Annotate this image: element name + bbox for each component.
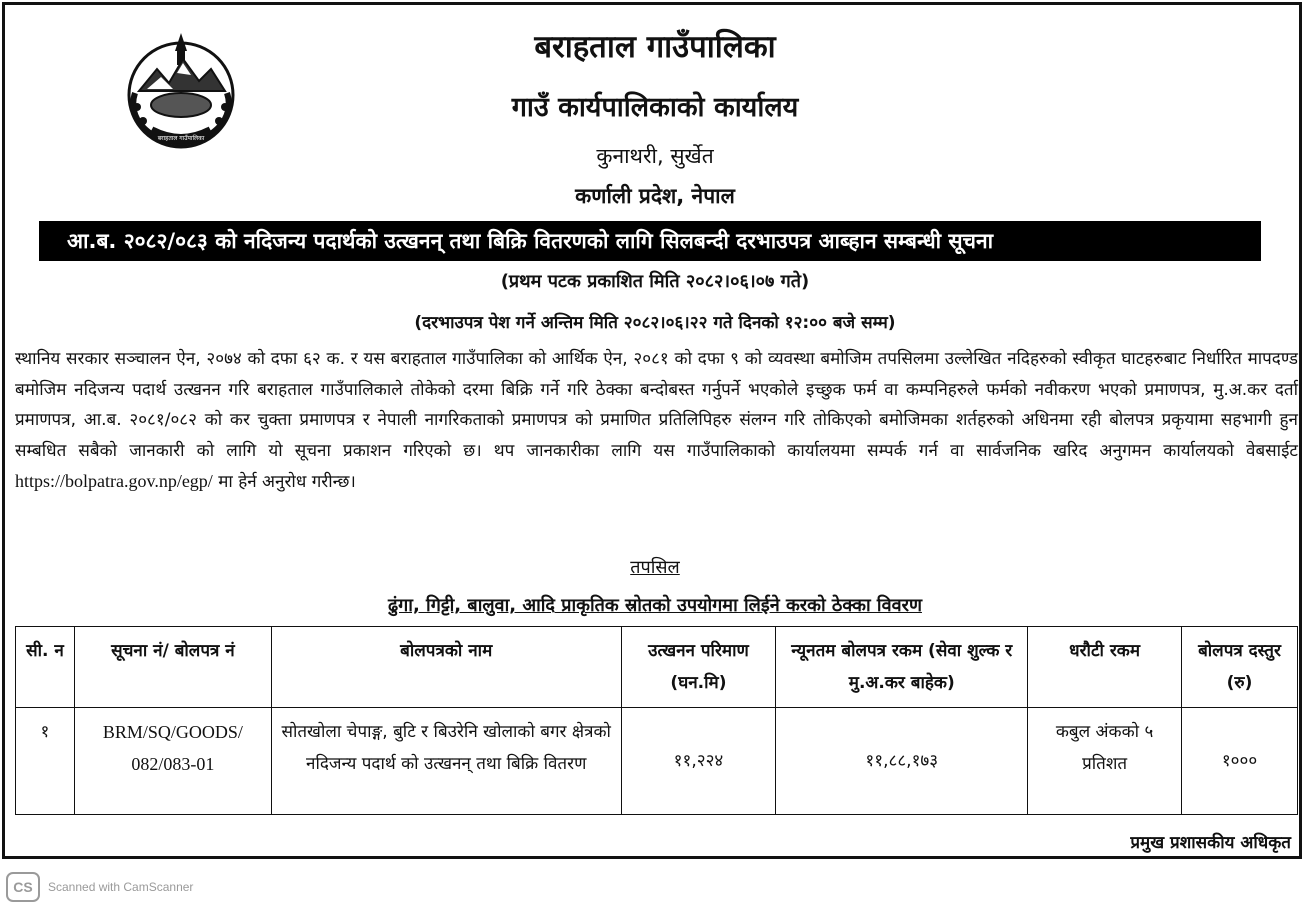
signatory-title: प्रमुख प्रशासकीय अधिकृत — [1130, 833, 1291, 853]
bid-details-table — [15, 626, 1298, 815]
municipality-name: बराहताल गाउँपालिका — [534, 29, 776, 65]
table-header-row — [16, 627, 1298, 708]
col-bid-name: बोलपत्रको नाम — [271, 627, 621, 708]
notice-document — [2, 2, 1302, 859]
col-bid-fee: बोलपत्र दस्तुर (रु) — [1182, 627, 1298, 708]
cell-minimum-bid-amount: ११,८८,१७३ — [776, 708, 1028, 815]
col-minimum-bid-amount: न्यूनतम बोलपत्र रकम (सेवा शुल्क र मु.अ.कर बाहेक) — [776, 627, 1028, 708]
province-line: कर्णाली प्रदेश, नेपाल — [575, 184, 735, 208]
camscanner-text: Scanned with CamScanner — [48, 880, 194, 894]
bolpatra-url-link[interactable]: https://bolpatra.gov.np/egp/ — [15, 471, 213, 492]
cell-deposit-amount: कबुल अंकको ५ प्रतिशत — [1028, 708, 1182, 815]
notice-body-text: स्थानिय सरकार सञ्चालन ऐन, २०७४ को दफा ६२ क. र यस बराहताल गाउँपालिका को आर्थिक ऐन, २०८१ को दफा ९ को व्यवस्था बमोजिम तपसिलमा उल्लेखित नदिहरुको स्वीकृत घाटहरुबाट निर्धारित मापदण्ड बमोजिम नदिजन्य पदार्थ उत्खनन गरि बराहताल गाउँपालिकाले तोकेको दरमा बिक्रि गर्ने गरि ठेक्का बन्दोबस्त गर्नुपर्ने भएकोले इच्छुक फर्म वा कम्पनिहरुले फर्मको नवीकरण भएको प्रमाणपत्र, मु.अ.कर दर्ता प्रमाणपत्र, आ.ब. २०८१/०८२ को कर चुक्ता प्रमाणपत्र र नेपाली नागरिकताको प्रमाणपत्र को प्रमाणित प्रतिलिपिहरु संलग्न गरि तोकिएको बमोजिमका शर्तहरुको अधिनमा रही बोलपत्र प्रकृयामा सहभागी हुन सम्बधित सबैको जानकारी को लागि यो सूचना प्रकाशन गरिएको छ। थप जानकारीका लागि यस गाउँपालिकाको कार्यालयमा सम्पर्क गर्न वा सार्वजनिक खरिद अनुगमन कार्यालयको वेबसाईट — [15, 349, 1298, 461]
col-deposit-amount: धरौटी रकम — [1028, 627, 1182, 708]
schedule-heading: तपसिल — [630, 557, 680, 578]
submission-deadline: (दरभाउपत्र पेश गर्ने अन्तिम मिति २०८२।०६।२२ गते दिनको १२:०० बजे सम्म) — [414, 313, 896, 333]
cell-serial-number: १ — [16, 708, 75, 815]
office-name: गाउँ कार्यपालिकाको कार्यालय — [511, 92, 799, 123]
col-serial-number: सी. न — [16, 627, 75, 708]
col-extraction-quantity: उत्खनन परिमाण (घन.मि) — [621, 627, 776, 708]
office-location: कुनाथरी, सुर्खेत — [596, 144, 714, 168]
notice-body-end: मा हेर्न अनुरोध गरीन्छ। — [218, 472, 356, 493]
cell-bid-name: सोतखोला चेपाङ्ग, बुटि र बिउरेनि खोलाको बगर क्षेत्रको नदिजन्य पदार्थ को उत्खनन् तथा बिक्रि वितरण — [271, 708, 621, 815]
cell-bid-fee: १००० — [1182, 708, 1298, 815]
notice-title-banner: आ.ब. २०८२/०८३ को नदिजन्य पदार्थको उत्खनन् तथा बिक्रि वितरणको लागि सिलबन्दी दरभाउपत्र आब्हान सम्बन्धी सूचना — [39, 221, 1261, 261]
camscanner-logo-icon: CS — [6, 872, 40, 902]
notice-body — [15, 344, 1298, 498]
scanner-watermark — [6, 872, 306, 902]
first-published-date: (प्रथम पटक प्रकाशित मिति २०८२।०६।०७ गते) — [500, 271, 810, 292]
table-row — [16, 708, 1298, 815]
col-notice-number: सूचना नं/ बोलपत्र नं — [74, 627, 271, 708]
cell-extraction-quantity: ११,२२४ — [621, 708, 776, 815]
emblem-banner-text: बराहताल गाउँपालिका — [157, 135, 205, 142]
schedule-subheading: ढुंगा, गिट्टी, बालुवा, आदि प्राकृतिक स्रोतको उपयोगमा लिईने करको ठेक्का विवरण — [388, 595, 922, 616]
cell-notice-number: BRM/SQ/GOODS/ 082/083-01 — [74, 708, 271, 815]
